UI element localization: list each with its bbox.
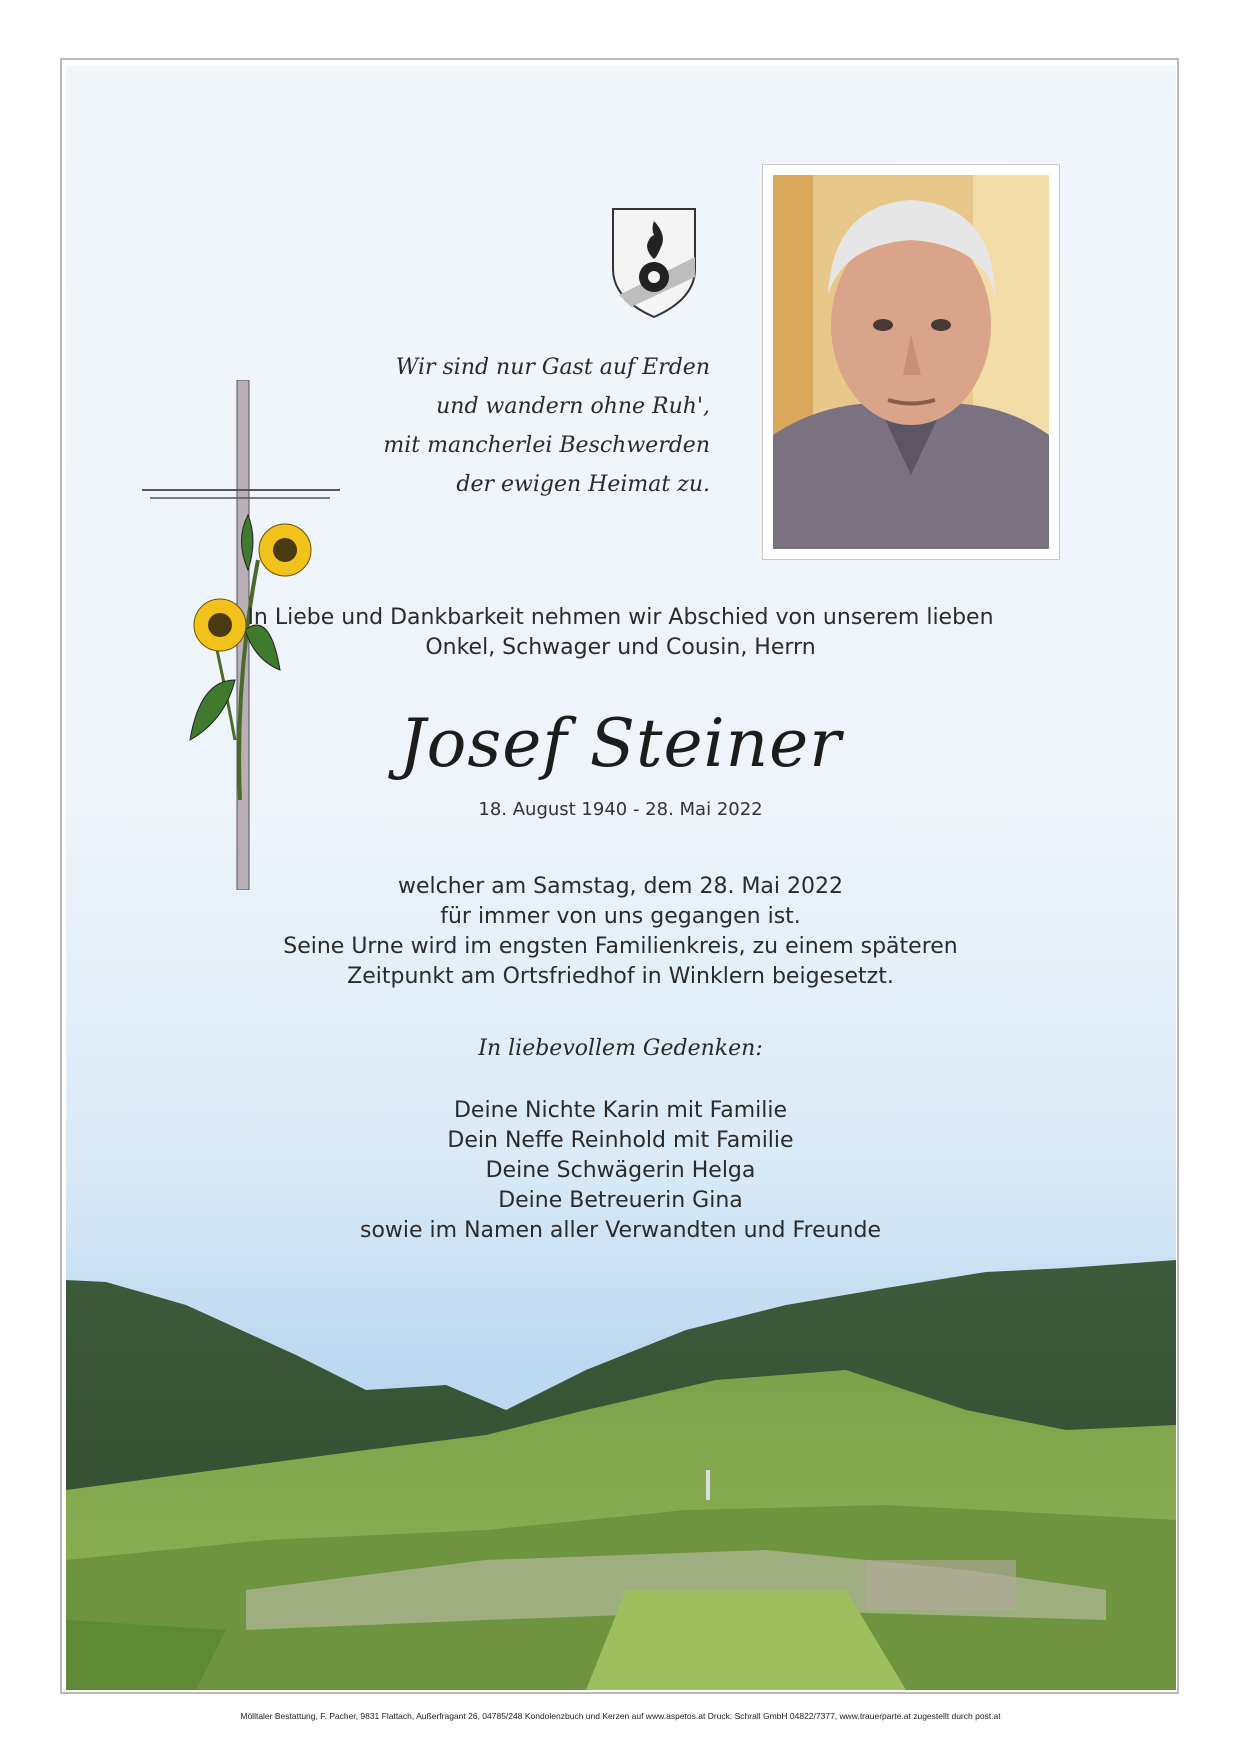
portrait-frame bbox=[762, 164, 1060, 560]
poem-line: der ewigen Heimat zu. bbox=[456, 472, 710, 497]
life-dates: 18. August 1940 - 28. Mai 2022 bbox=[478, 799, 763, 820]
coat-of-arms-icon bbox=[611, 207, 697, 319]
sunflower-icon bbox=[259, 524, 311, 576]
poem-line: und wandern ohne Ruh', bbox=[436, 394, 710, 419]
family-line: Dein Neffe Reinhold mit Familie bbox=[447, 1128, 794, 1153]
text-line: Zeitpunkt am Ortsfriedhof in Winklern beigesetzt. bbox=[347, 964, 894, 989]
intro-text bbox=[104, 603, 1137, 663]
text-line: für immer von uns gegangen ist. bbox=[440, 904, 801, 929]
intro-line: In Liebe und Dankbarkeit nehmen wir Abschied von unserem lieben bbox=[247, 605, 994, 630]
text-line: Seine Urne wird im engsten Familienkreis, zu einem späteren bbox=[283, 934, 958, 959]
poem-line: Wir sind nur Gast auf Erden bbox=[395, 355, 710, 380]
memorial-heading: In liebevollem Gedenken: bbox=[478, 1036, 763, 1061]
family-line: Deine Nichte Karin mit Familie bbox=[453, 1098, 788, 1123]
portrait-photo bbox=[773, 175, 1049, 549]
announcement-text bbox=[104, 872, 1137, 992]
intro-line: Onkel, Schwager und Cousin, Herrn bbox=[425, 635, 816, 660]
poem-line: mit mancherlei Beschwerden bbox=[383, 433, 710, 458]
family-line: Deine Schwägerin Helga bbox=[485, 1158, 756, 1183]
family-line: sowie im Namen aller Verwandten und Freunde bbox=[360, 1218, 881, 1243]
landscape-photo bbox=[66, 1260, 1176, 1690]
family-line: Deine Betreuerin Gina bbox=[498, 1188, 743, 1213]
footer-imprint: Mölltaler Bestattung, F. Pacher, 9831 Flattach, Außerfragant 26, 04785/248 Kondolenzbuch und Kerzen auf www.aspetos.at Druck: Schrall GmbH 04822/7377, www.trauerparte.at zugestellt durch post.at bbox=[240, 1711, 1001, 1721]
family-list bbox=[104, 1096, 1137, 1246]
poem bbox=[360, 348, 710, 504]
text-line: welcher am Samstag, dem 28. Mai 2022 bbox=[397, 874, 844, 899]
deceased-name: Josef Steiner bbox=[399, 705, 842, 782]
